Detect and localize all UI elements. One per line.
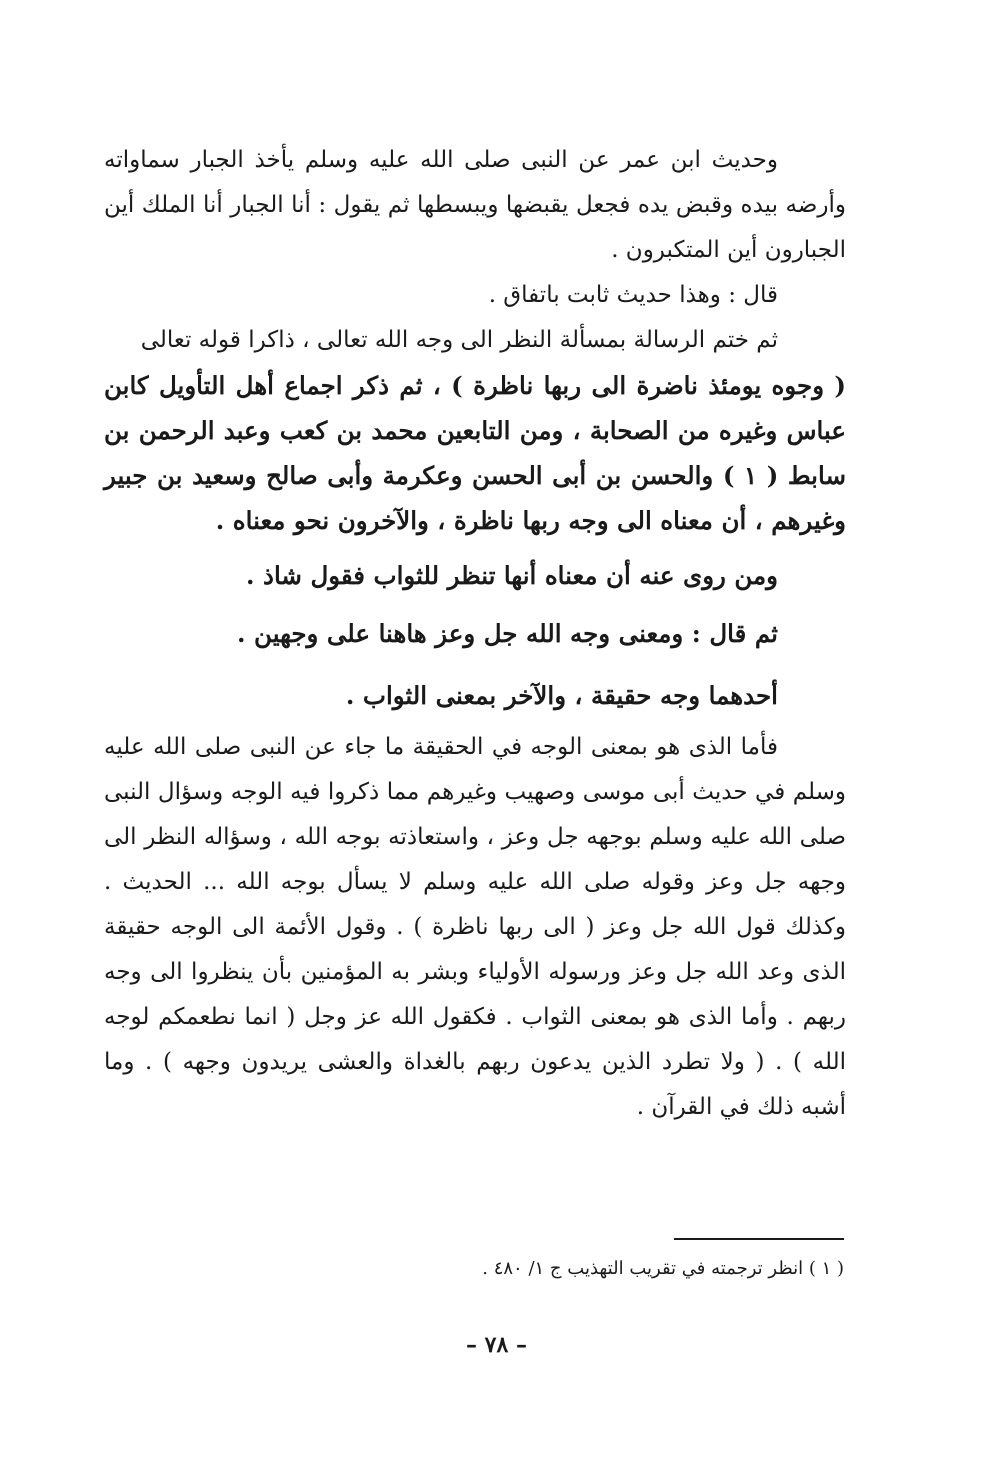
paragraph-meaning-of-face: فأما الذى هو بمعنى الوجه في الحقيقة ما جاء عن النبى صلى الله عليه وسلم في حديث أبى موسى وصهيب وغيرهم مما ذكروا فيه الوجه وسؤال النبى صلى الله عليه وسلم بوجهه جل وعز ، واستعاذته بوجه الله ، وسؤاله النظر الى وجهه جل وعز وقوله صلى الله عليه وسلم لا يسأل بوجه الله ... الحديث . وكذلك قول الله جل وعز ( الى ربها ناظرة ) . وقول الأئمة الى الوجه حقيقة الذى وعد الله جل وعز ورسوله الأولياء وبشر به المؤمنين بأن ينظروا الى وجه ربهم . وأما الذى هو بمعنى الثواب . فكقول الله عز وجل ( انما نطعمكم لوجه الله ) . ( ولا تطرد الذين يدعون ربهم بالغداة والعشى يريدون وجهه ) . وما أشبه ذلك في القرآن . — [104, 734, 846, 1120]
heading-reality-and-reward: أحدهما وجه حقيقة ، والآخر بمعنى الثواب . — [345, 681, 778, 710]
main-text — [104, 138, 846, 1130]
paragraph-hadith-ibn-umar: وحديث ابن عمر عن النبى صلى الله عليه وسلم يأخذ الجبار سماواته وأرضه بيده وقبض يده فجعل يقبضها ويبسطها ثم يقول : أنا الجبار أنا الملك أين الجبارون أين المتكبرون . — [104, 147, 846, 263]
page-number: – ٧٨ – — [466, 1332, 527, 1358]
paragraph-ijma-tawil: ( وجوه يومئذ ناضرة الى ربها ناظرة ) ، ثم ذكر اجماع أهل التأويل كابن عباس وغيره من الصحابة ، ومن التابعين محمد بن كعب وعبد الرحمن بن سابط ( ١ ) والحسن بن أبى الحسن وعكرمة وأبى صالح وسعيد بن جبير وغيرهم ، أن معناه الى وجه ربها ناظرة ، والآخرون نحو معناه . — [104, 371, 846, 535]
footnote-divider — [674, 1238, 844, 1240]
paragraph-risala-ending: ثم ختم الرسالة بمسألة النظر الى وجه الله تعالى ، ذاكرا قوله تعالى — [140, 327, 778, 353]
heading-two-meanings: ثم قال : ومعنى وجه الله جل وعز هاهنا على وجهين . — [236, 619, 778, 648]
heading-shadh-opinion: ومن روى عنه أن معناه أنها تنظر للثواب فقول شاذ . — [245, 561, 778, 590]
footnote: ( ١ ) انظر ترجمته في تقريب التهذيب ج ١/ ٤٨٠ . — [482, 1258, 844, 1279]
paragraph-hadith-agreement: قال : وهذا حديث ثابت باتفاق . — [488, 282, 778, 308]
